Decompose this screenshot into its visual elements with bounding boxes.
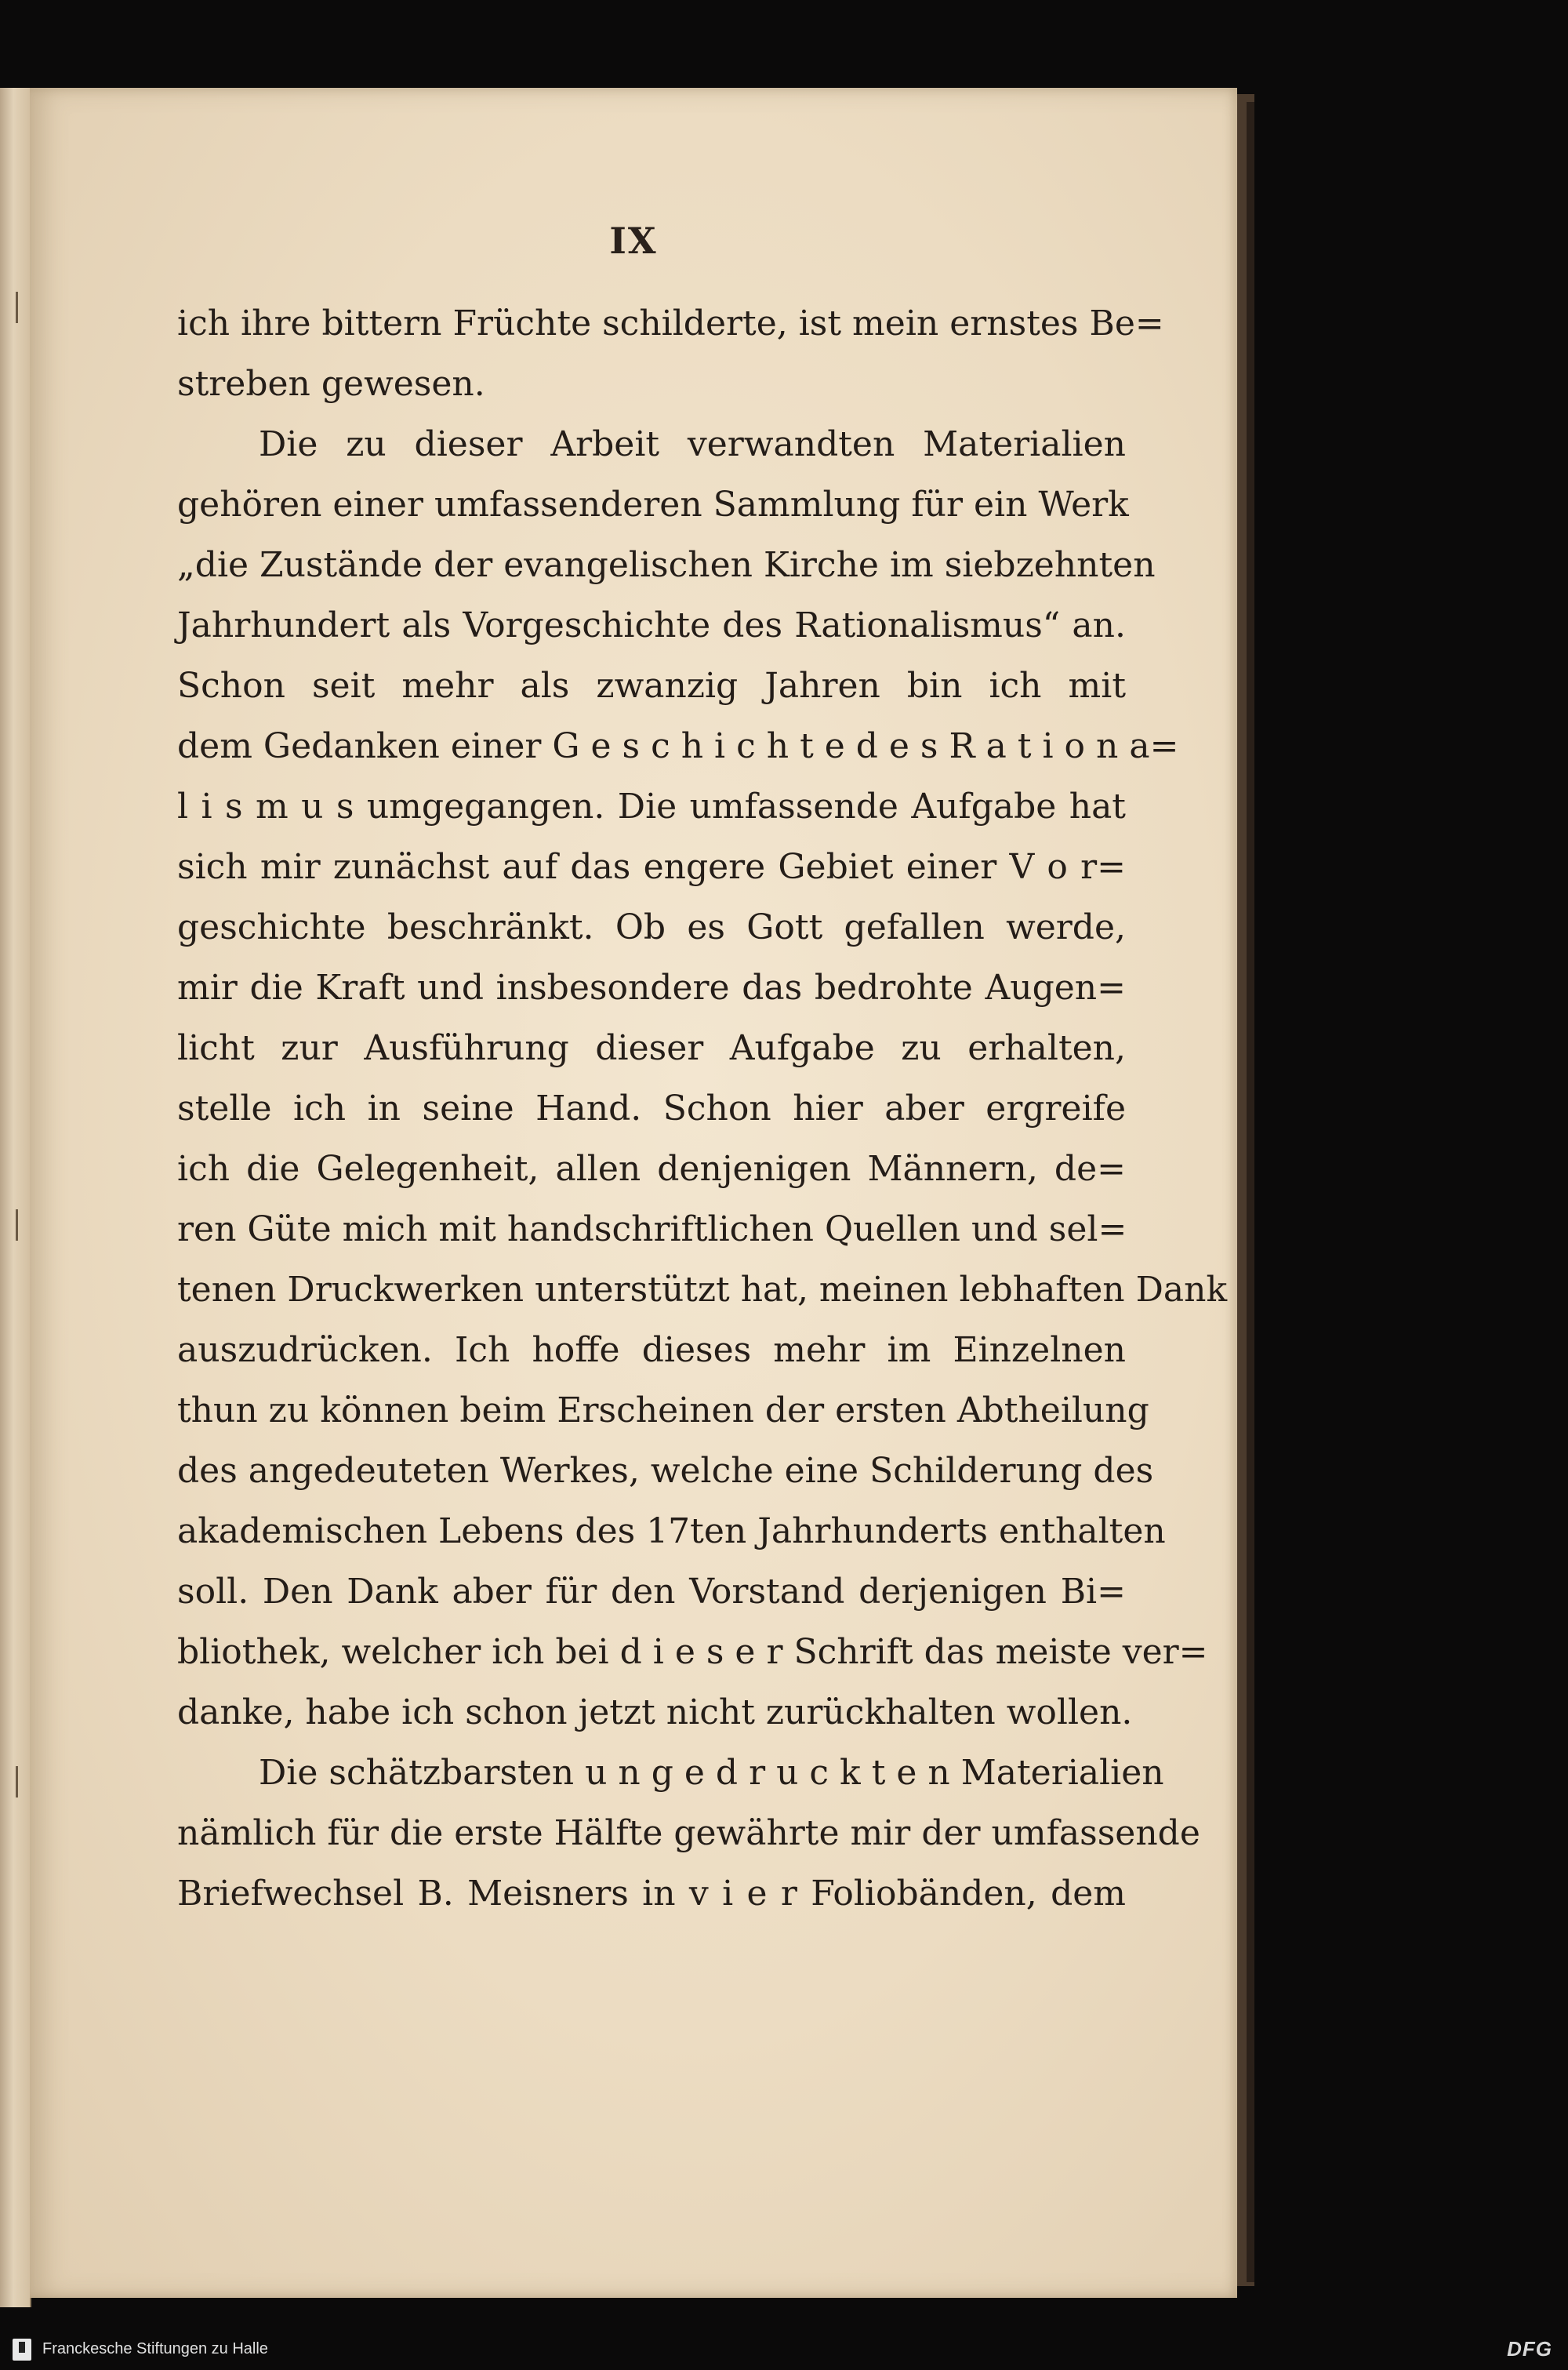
text-line: bliothek, welcher ich bei d i e s e r Schrift das meiste ver=: [177, 1632, 1208, 1672]
text-line: geschichte beschränkt. Ob es Gott gefallen werde,: [177, 907, 1126, 947]
page-edge-mark: [16, 1766, 18, 1797]
text-line: Jahrhundert als Vorgeschichte des Rationalismus“ an.: [177, 605, 1126, 645]
book-block-shadow: [1247, 102, 1254, 2282]
text-line: „die Zustände der evangelischen Kirche im siebzehnten: [177, 545, 1156, 585]
text-line: gehören einer umfassenderen Sammlung für ein Werk: [177, 485, 1129, 525]
text-line: licht zur Ausführung dieser Aufgabe zu erhalten,: [177, 1028, 1126, 1068]
text-line: soll. Den Dank aber für den Vorstand derjenigen Bi=: [177, 1572, 1126, 1612]
text-line: Briefwechsel B. Meisners in v i e r Foliobänden, dem: [177, 1874, 1126, 1914]
body-text: [177, 293, 1228, 1924]
text-line: Die zu dieser Arbeit verwandten Materialien: [259, 424, 1126, 464]
text-line: des angedeuteten Werkes, welche eine Schilderung des: [177, 1451, 1154, 1491]
institution-logo-icon: [13, 2339, 31, 2361]
text-line: danke, habe ich schon jetzt nicht zurückhalten wollen.: [177, 1692, 1133, 1732]
text-line: tenen Druckwerken unterstützt hat, meinen lebhaften Dank: [177, 1270, 1228, 1310]
text-line: sich mir zunächst auf das engere Gebiet einer V o r=: [177, 847, 1126, 887]
text-line: akademischen Lebens des 17ten Jahrhunderts enthalten: [177, 1511, 1166, 1551]
dfg-logo: DFG: [1507, 2337, 1552, 2361]
text-line: auszudrücken. Ich hoffe dieses mehr im Einzelnen: [177, 1330, 1126, 1370]
page-number: IX: [609, 220, 658, 262]
viewer-footer: [0, 2329, 1568, 2370]
book-page: [30, 88, 1237, 2298]
text-line: ich ihre bittern Früchte schilderte, ist mein ernstes Be=: [177, 304, 1164, 344]
text-line: mir die Kraft und insbesondere das bedrohte Augen=: [177, 968, 1126, 1008]
page-edge-mark: [16, 292, 18, 323]
previous-page-edge: [0, 88, 31, 2307]
text-line: stelle ich in seine Hand. Schon hier aber ergreife: [177, 1089, 1126, 1129]
text-line: Die schätzbarsten u n g e d r u c k t e n Materialien: [259, 1753, 1164, 1793]
institution-name: Franckesche Stiftungen zu Halle: [42, 2340, 268, 2357]
text-line: nämlich für die erste Hälfte gewährte mir der umfassende: [177, 1813, 1200, 1853]
text-line: dem Gedanken einer G e s c h i c h t e d e s R a t i o n a=: [177, 726, 1179, 766]
text-line: l i s m u s umgegangen. Die umfassende Aufgabe hat: [177, 787, 1126, 827]
page-edge-mark: [16, 1209, 18, 1241]
text-line: ren Güte mich mit handschriftlichen Quellen und sel=: [177, 1209, 1127, 1249]
text-line: Schon seit mehr als zwanzig Jahren bin ich mit: [177, 666, 1126, 706]
text-line: streben gewesen.: [177, 364, 485, 404]
text-line: ich die Gelegenheit, allen denjenigen Männern, de=: [177, 1149, 1126, 1189]
text-line: thun zu können beim Erscheinen der ersten Abtheilung: [177, 1390, 1149, 1430]
